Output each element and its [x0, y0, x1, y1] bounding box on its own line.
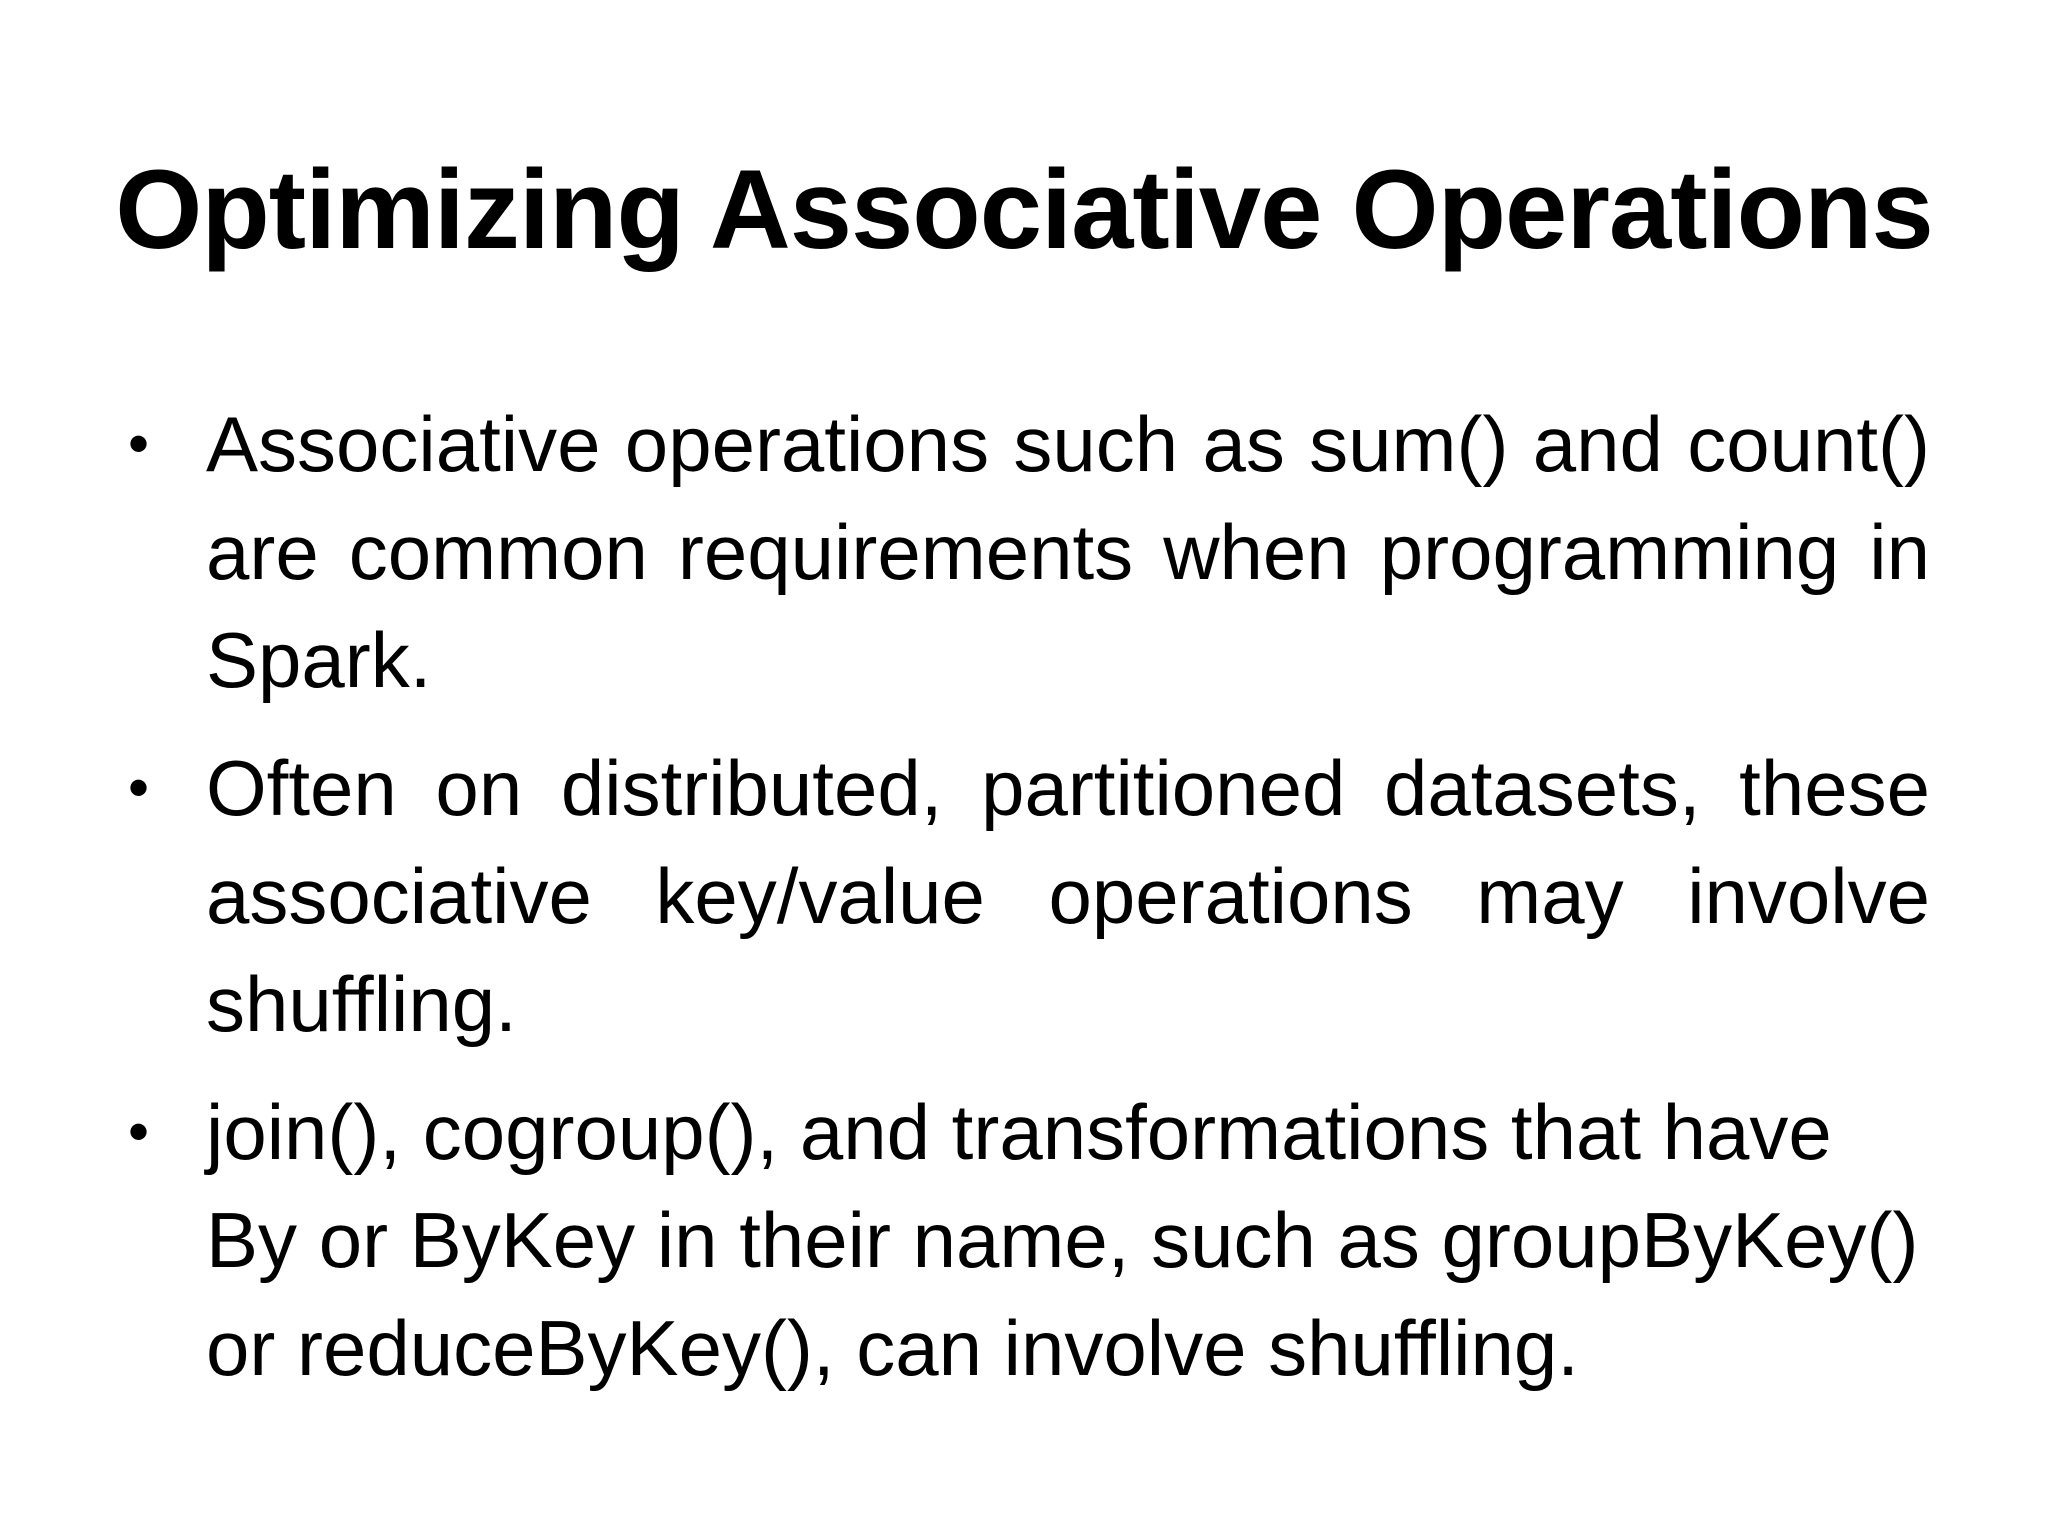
- bullet-item: [128, 734, 1930, 1058]
- bullet-text: Associative operations such as sum() and count() are common requirements when programming in Spark.: [206, 400, 1930, 704]
- bullet-text: Often on distributed, partitioned datasets, these associative key/value operations may involve shuffling.: [206, 744, 1930, 1048]
- bullet-dot-icon: •: [128, 754, 150, 821]
- slide-title: Optimizing Associative Operations: [115, 147, 1933, 272]
- bullet-list: [128, 390, 1930, 1422]
- bullet-item: [128, 390, 1930, 714]
- bullet-item: [128, 1078, 1930, 1402]
- bullet-text: join(), cogroup(), and transformations that have By or ByKey in their name, such as groupByKey() or reduceByKey(), can involve shuffling.: [206, 1088, 1919, 1392]
- bullet-dot-icon: •: [128, 410, 150, 477]
- bullet-dot-icon: •: [128, 1098, 150, 1165]
